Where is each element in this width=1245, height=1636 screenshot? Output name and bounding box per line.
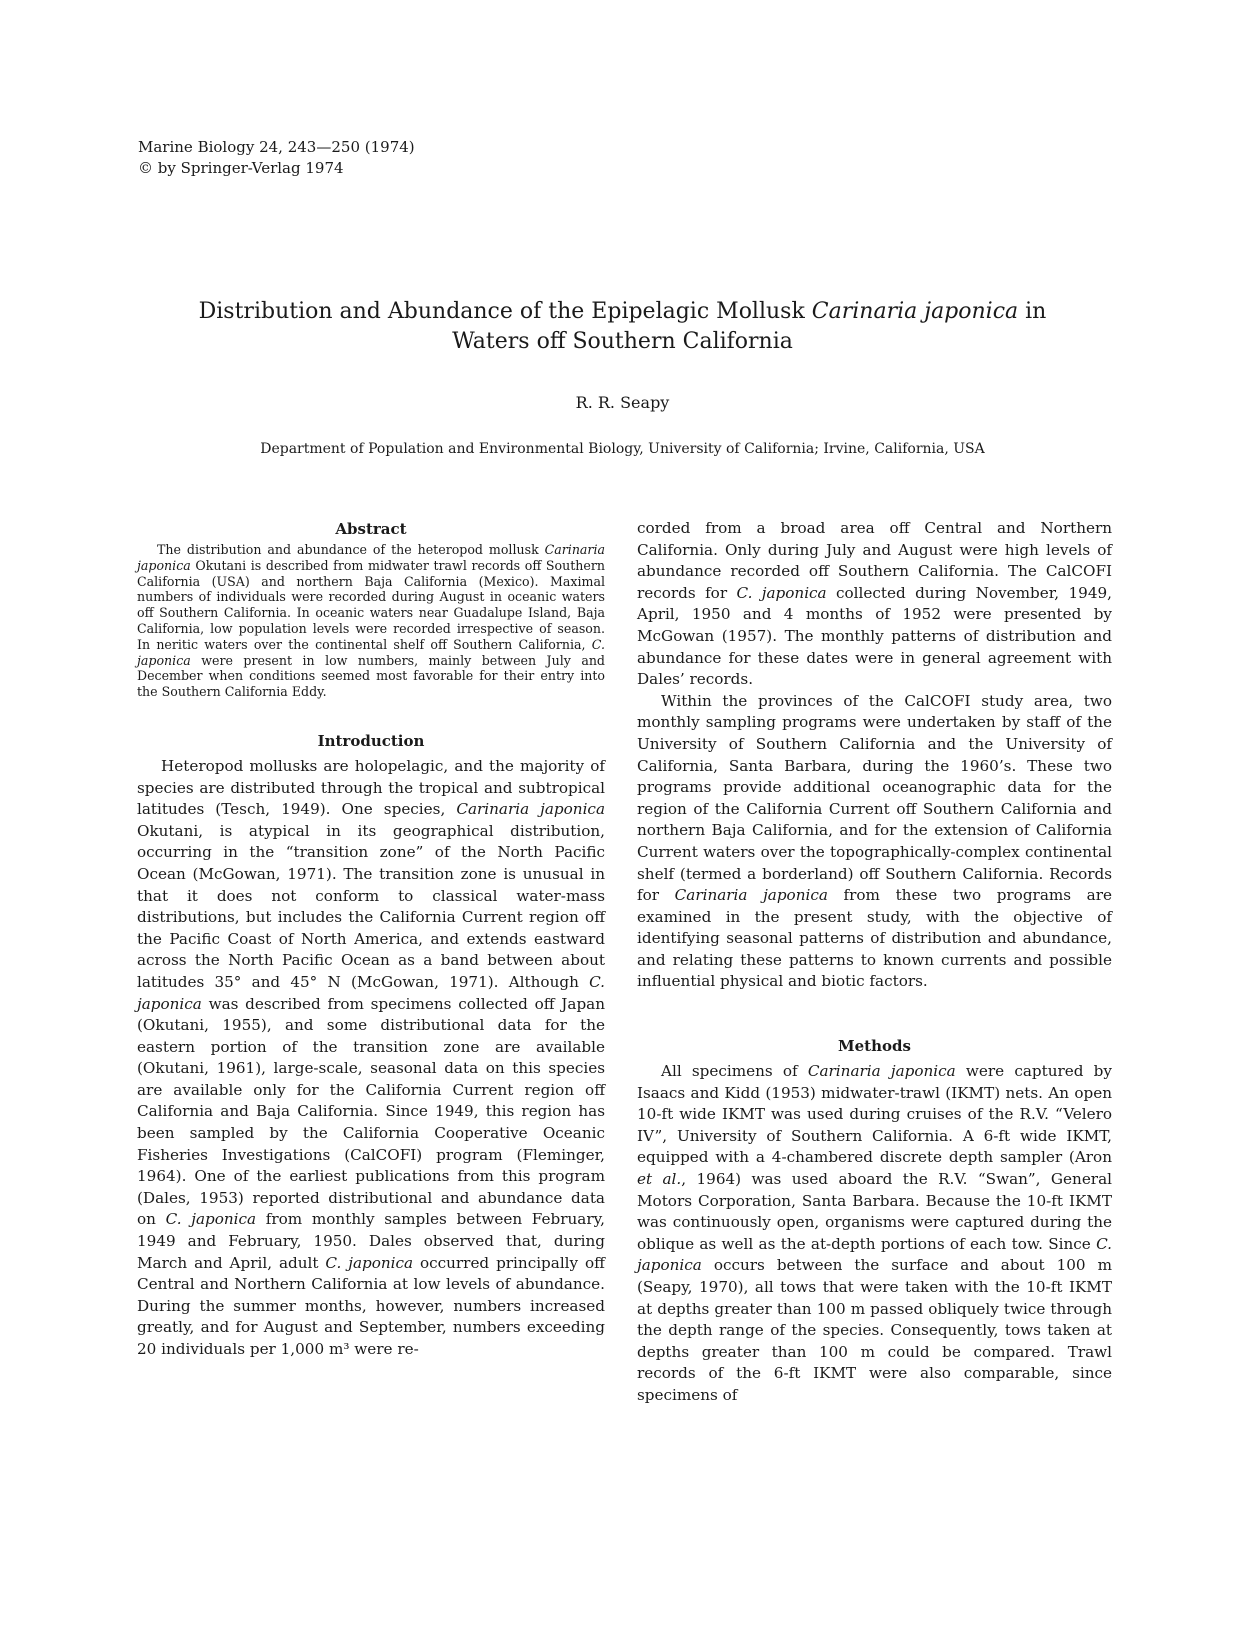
introduction-heading: Introduction (317, 731, 425, 750)
right-column (637, 518, 1112, 1407)
abstract-text: The distribution and abundance of the heteropod mollusk Carinaria japonica Okutani is described from midwater trawl records off Southern California (USA) and northern Baja California (Mexico). Maximal numbers of individuals were recorded during August in oceanic waters off Southern California. In oceanic waters near Guadalupe Island, Baja California, low population levels were recorded irrespective of season. In neritic waters over the continental shelf off Southern California, C. japonica were present in low numbers, mainly between July and December when conditions seemed most favorable for their entry into the Southern California Eddy. (137, 542, 605, 700)
author-affiliation: Department of Population and Environmental Biology, University of California; Irvine, California, USA (260, 441, 985, 457)
methods-section (637, 1035, 1112, 1407)
journal-line: Marine Biology 24, 243—250 (1974) (138, 138, 415, 156)
author-name: R. R. Seapy (575, 393, 670, 412)
abstract (137, 518, 605, 700)
article-title: Distribution and Abundance of the Epipelagic Mollusk Carinaria japonica in Waters off Southern California (198, 299, 1047, 354)
introduction-paragraph-1: Heteropod mollusks are holopelagic, and the majority of species are distributed through the tropical and subtropical latitudes (Tesch, 1949). One species, Carinaria japonica Okutani, is atypical in its geographical distribution, occurring in the “transition zone” of the North Pacific Ocean (McGowan, 1971). The transition zone is unusual in that it does not conform to classical water-mass distributions, but includes the California Current region off the Pacific Coast of North America, and extends eastward across the North Pacific Ocean as a band between about latitudes 35° and 45° N (McGowan, 1971). Although C. japonica was described from specimens collected off Japan (Okutani, 1955), and some distributional data for the eastern portion of the transition zone are available (Okutani, 1961), large-scale, seasonal data on this species are available only for the California Current region off California and Baja California. Since 1949, this region has been sampled by the California Cooperative Oceanic Fisheries Investigations (CalCOFI) program (Fleminger, 1964). One of the earliest publications from this program (Dales, 1953) reported distributional and abundance data on C. japonica from monthly samples between February, 1949 and February, 1950. Dales observed that, during March and April, adult C. japonica occurred principally off Central and Northern California at low levels of abundance. During the summer months, however, numbers increased greatly, and for August and September, numbers exceeding 20 individuals per 1,000 m³ were re- (137, 756, 605, 1358)
introduction-continued (637, 518, 1112, 993)
abstract-heading: Abstract (335, 520, 407, 538)
copyright-line: © by Springer-Verlag 1974 (138, 159, 344, 177)
journal-citation (138, 137, 415, 179)
methods-heading: Methods (838, 1037, 911, 1056)
introduction-section (137, 730, 605, 1361)
introduction-paragraph-2: Within the provinces of the CalCOFI study area, two monthly sampling programs were undertaken by staff of the University of Southern California and the University of California, Santa Barbara, during the 1960’s. These two programs provide additional oceanographic data for the region of the California Current off Southern California and northern Baja California, and for the extension of California Current waters over the topographically-complex continental shelf (termed a borderland) off Southern California. Records for Carinaria japonica from these two programs are examined in the present study, with the objective of identifying seasonal patterns of distribution and abundance, and relating these patterns to known currents and possible influential physical and biotic factors. (637, 691, 1112, 991)
methods-paragraph-1: All specimens of Carinaria japonica were captured by Isaacs and Kidd (1953) midwater-trawl (IKMT) nets. An open 10-ft wide IKMT was used during cruises of the R.V. “Velero IV”, University of Southern California. A 6-ft wide IKMT, equipped with a 4-chambered discrete depth sampler (Aron et al., 1964) was used aboard the R.V. “Swan”, General Motors Corporation, Santa Barbara. Because the 10-ft IKMT was continuously open, organisms were captured during the oblique as well as the at-depth portions of each tow. Since C. japonica occurs between the surface and about 100 m (Seapy, 1970), all tows that were taken with the 10-ft IKMT at depths greater than 100 m passed obliquely twice through the depth range of the species. Consequently, tows taken at depths greater than 100 m could be compared. Trawl records of the 6-ft IKMT were also comparable, since specimens of (637, 1062, 1112, 1404)
introduction-paragraph-1-continued: corded from a broad area off Central and Northern California. Only during July and August were high levels of abundance recorded off Southern California. The CalCOFI records for C. japonica collected during November, 1949, April, 1950 and 4 months of 1952 were presented by McGowan (1957). The monthly patterns of distribution and abundance for these dates were in general agreement with Dales’ records. (637, 519, 1112, 689)
left-column (137, 518, 605, 1361)
